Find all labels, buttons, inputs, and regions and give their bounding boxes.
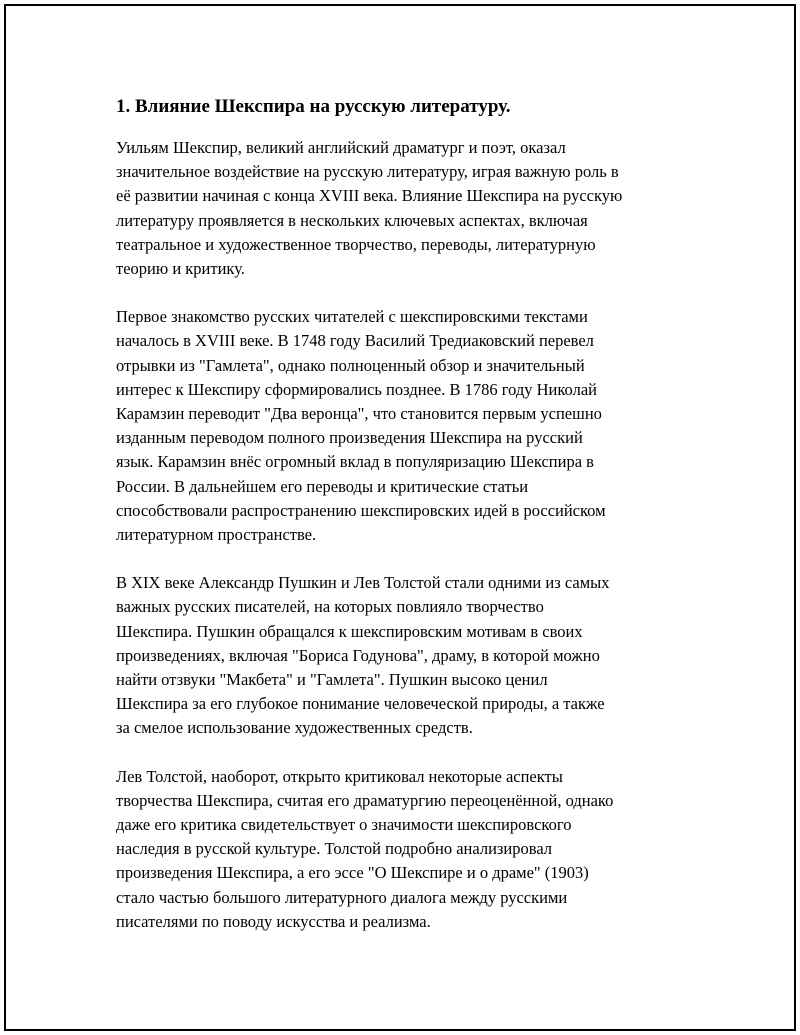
paragraph-pushkin	[116, 571, 696, 740]
text-line: литературном пространстве.	[116, 525, 317, 545]
text-line: найти отзвуки "Макбета" и "Гамлета". Пушкин высоко ценил	[116, 670, 548, 690]
text-line: Карамзин переводит "Два веронца", что становится первым успешно	[116, 404, 602, 424]
text-line: Лев Толстой, наоборот, открыто критиковал некоторые аспекты	[116, 766, 563, 786]
text-line: способствовали распространению шекспировских идей в российском	[116, 500, 606, 520]
paragraph-first-acquaintance	[116, 305, 696, 547]
document-body	[116, 94, 696, 958]
text-line: литературу проявляется в нескольких ключевых аспектах, включая	[116, 210, 588, 230]
text-line: Шекспира. Пушкин обращался к шекспировским мотивам в своих	[116, 621, 583, 641]
text-line: теорию и критику.	[116, 259, 245, 279]
paragraph-tolstoy	[116, 765, 696, 934]
text-line: России. В дальнейшем его переводы и критические статьи	[116, 476, 529, 496]
text-line: её развитии начиная с конца XVIII века. Влияние Шекспира на русскую	[116, 186, 623, 206]
text-line: творчества Шекспира, считая его драматургию переоценённой, однако	[116, 790, 614, 810]
text-line: Первое знакомство русских читателей с шекспировскими текстами	[116, 307, 588, 327]
text-line: произведениях, включая "Бориса Годунова", драму, в которой можно	[116, 645, 600, 665]
text-line: значительное воздействие на русскую литературу, играя важную роль в	[116, 162, 619, 182]
text-line: стало частью большого литературного диалога между русскими	[116, 887, 568, 907]
text-line: важных русских писателей, на которых повлияло творчество	[116, 597, 544, 617]
text-line: интерес к Шекспиру сформировались позднее. В 1786 году Николай	[116, 379, 597, 399]
text-line: Уильям Шекспир, великий английский драматург и поэт, оказал	[116, 138, 566, 157]
text-line: изданным переводом полного произведения Шекспира на русский	[116, 428, 583, 448]
text-line: театральное и художественное творчество, переводы, литературную	[116, 234, 596, 254]
text-line: даже его критика свидетельствует о значимости шекспировского	[116, 815, 572, 835]
text-line: язык. Карамзин внёс огромный вклад в популяризацию Шекспира в	[116, 452, 594, 472]
paragraph-intro	[116, 136, 696, 281]
document-heading: 1. Влияние Шекспира на русскую литературу.	[116, 96, 511, 117]
text-line: отрывки из "Гамлета", однако полноценный обзор и значительный	[116, 355, 585, 375]
text-line: писателями по поводу искусства и реализма.	[116, 911, 431, 931]
text-line: началось в XVIII веке. В 1748 году Василий Тредиаковский перевел	[116, 331, 594, 351]
text-line: наследия в русской культуре. Толстой подробно анализировал	[116, 839, 553, 859]
text-line: В XIX веке Александр Пушкин и Лев Толстой стали одними из самых	[116, 573, 610, 593]
text-line: за смелое использование художественных средств.	[116, 718, 473, 738]
text-line: произведения Шекспира, а его эссе "О Шекспире и о драме" (1903)	[116, 863, 589, 883]
text-line: Шекспира за его глубокое понимание человеческой природы, а также	[116, 694, 605, 714]
